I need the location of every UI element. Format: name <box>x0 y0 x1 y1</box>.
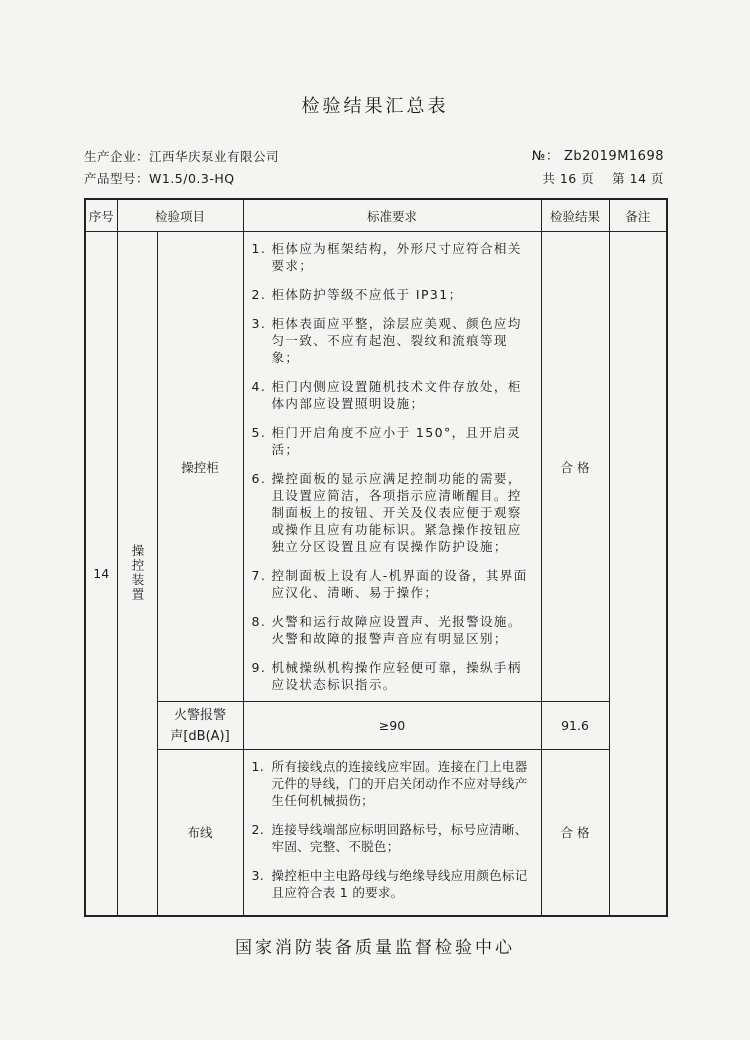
model-label: 产品型号： <box>84 171 150 186</box>
current-page: 第 14 页 <box>612 171 664 186</box>
fire-alarm-label-line2: 声[dB(A)] <box>170 728 230 744</box>
results-table <box>84 198 668 917</box>
result-cell-fire-alarm: 91.6 <box>541 702 609 750</box>
result-cell-wiring: 合 格 <box>541 750 609 916</box>
table-header-row <box>85 199 667 232</box>
requirement-cell-fire-alarm: ≥90 <box>243 702 541 750</box>
header-remark: 备注 <box>609 199 667 232</box>
page-count <box>542 169 664 187</box>
manufacturer-label: 生产企业： <box>84 149 150 164</box>
requirement-item: 7. 控制面板上设有人-机界面的设备，其界面应汉化、清晰、易于操作； <box>251 568 528 600</box>
requirement-item: 4. 柜门内侧应设置随机技术文件存放处，柜体内部应设置照明设施； <box>251 379 522 411</box>
requirement-item: 5. 柜门开启角度不应小于 150°，且开启灵活； <box>251 425 522 457</box>
requirements-cell-wiring <box>243 750 541 916</box>
total-pages: 共 16 页 <box>542 171 595 186</box>
header-result: 检验结果 <box>541 199 609 232</box>
table-row <box>85 750 667 916</box>
requirement-item: 6. 操控面板的显示应满足控制功能的需要，且设置应简洁，各项指示应清晰醒目。控制面板上的按钮、开关及仪表应便于观察或操作且应有功能标识。紧急操作按钮应独立分区设置且应有误操作防护设施； <box>251 471 522 554</box>
table-row <box>85 702 667 750</box>
header-standard: 标准要求 <box>243 199 541 232</box>
issuing-organization: 国家消防装备质量监督检验中心 <box>235 938 515 958</box>
requirement-item: 1. 柜体应为框架结构，外形尺寸应符合相关要求； <box>251 241 522 273</box>
requirement-item: 1. 所有接线点的连接线应牢固。连接在门上电器元件的导线，门的开启关闭动作不应对导线产生任何机械损伤； <box>251 759 528 808</box>
seq-cell: 14 <box>85 232 117 916</box>
remark-cell <box>609 232 667 916</box>
manufacturer-line <box>84 147 279 165</box>
model-line <box>84 169 235 187</box>
item-cell-fire-alarm <box>157 702 243 750</box>
requirement-item: 2. 连接导线端部应标明回路标号，标号应清晰、牢固、完整、不脱色； <box>251 822 528 854</box>
item-cell-control-cabinet: 操控柜 <box>157 232 243 702</box>
page-title: 检验结果汇总表 <box>301 96 449 117</box>
header-seq: 序号 <box>85 199 117 232</box>
fire-alarm-label-line1: 火警报警 <box>174 707 227 723</box>
group-label: 操控装置 <box>130 544 145 603</box>
requirement-item: 3. 操控柜中主电路母线与绝缘导线应用颜色标记且应符合表 1 的要求。 <box>251 868 528 900</box>
report-number: №： Zb2019M1698 <box>531 149 664 164</box>
result-cell-control-cabinet: 合 格 <box>541 232 609 702</box>
requirement-item: 3. 柜体表面应平整，涂层应美观、颜色应均匀一致、不应有起泡、裂纹和流痕等现象； <box>251 316 522 365</box>
requirement-item: 9. 机械操纵机构操作应轻便可靠，操纵手柄应设状态标识指示。 <box>251 660 522 692</box>
table-row <box>85 232 667 702</box>
group-cell <box>117 232 157 916</box>
header-item: 检验项目 <box>117 199 243 232</box>
requirement-item: 2. 柜体防护等级不应低于 IP31； <box>251 287 463 302</box>
item-cell-wiring: 布线 <box>157 750 243 916</box>
requirement-item: 8. 火警和运行故障应设置声、光报警设施。火警和故障的报警声音应有明显区别； <box>251 614 522 646</box>
requirements-cell-control-cabinet <box>243 232 541 702</box>
manufacturer-name: 江西华庆泵业有限公司 <box>149 149 280 164</box>
model-value: W1.5/0.3-HQ <box>149 171 235 186</box>
